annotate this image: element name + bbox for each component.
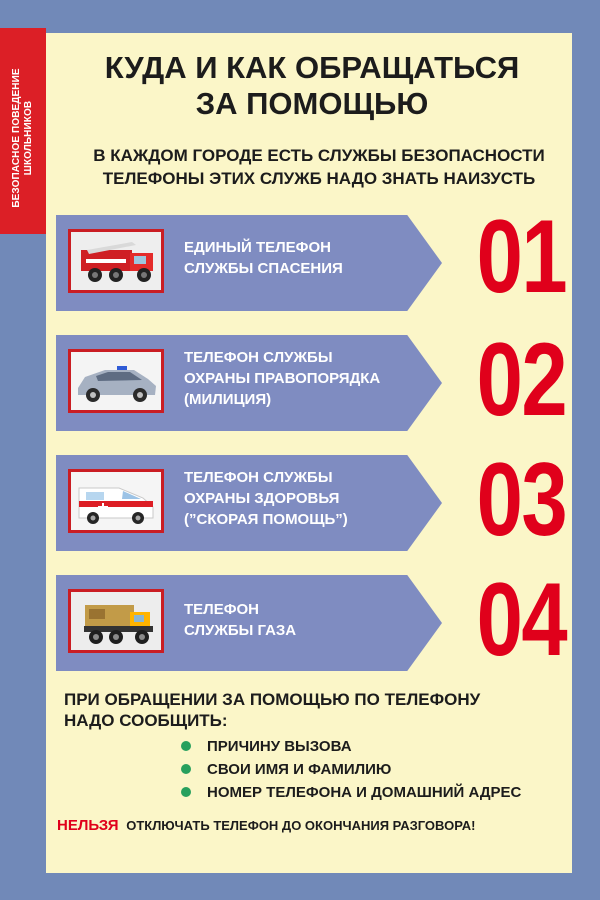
ambulance-icon [71, 472, 161, 530]
service-label-line-1: ТЕЛЕФОН [184, 601, 259, 618]
gas-service-row [56, 575, 442, 671]
service-label-line-2: ОХРАНЫ ЗДОРОВЬЯ [184, 490, 340, 507]
service-number-01: 01 [476, 199, 566, 315]
service-label-line-2: СЛУЖБЫ ГАЗА [184, 622, 297, 639]
side-ribbon [0, 28, 46, 234]
service-label-line-2: СЛУЖБЫ СПАСЕНИЯ [184, 260, 343, 277]
intro-line-2: ТЕЛЕФОНЫ ЭТИХ СЛУЖБ НАДО ЗНАТЬ НАИЗУСТЬ [102, 169, 536, 188]
list-item [181, 762, 571, 785]
intro-text [64, 144, 574, 190]
rescue-service-row [56, 215, 442, 311]
service-label-line-1: ТЕЛЕФОН СЛУЖБЫ [184, 469, 333, 486]
green-bullet-icon [181, 741, 191, 751]
title-line-2: ЗА ПОМОЩЬЮ [195, 86, 429, 121]
fire-truck-photo [68, 229, 164, 293]
service-label-line-1: ТЕЛЕФОН СЛУЖБЫ [184, 349, 333, 366]
warning-word: НЕЛЬЗЯ [57, 817, 119, 834]
service-label-line-1: ЕДИНЫЙ ТЕЛЕФОН [184, 239, 331, 256]
safety-warning [57, 816, 567, 836]
service-label-line-3: (МИЛИЦИЯ) [184, 391, 272, 408]
ambulance-service-row [56, 455, 442, 551]
side-ribbon-text [11, 38, 35, 238]
police-car-icon [71, 352, 161, 410]
service-label-line-2: ОХРАНЫ ПРАВОПОРЯДКА [184, 370, 381, 387]
call-instruction-title [64, 689, 564, 731]
police-service-row [56, 335, 442, 431]
service-number-02: 02 [476, 322, 566, 438]
intro-line-1: В КАЖДОМ ГОРОДЕ ЕСТЬ СЛУЖБЫ БЕЗОПАСНОСТИ [93, 146, 545, 165]
side-ribbon-line-2: ШКОЛЬНИКОВ [23, 100, 34, 176]
service-label [184, 467, 414, 530]
title-line-1: КУДА И КАК ОБРАЩАТЬСЯ [104, 50, 520, 85]
service-label [184, 347, 414, 410]
page-title [67, 50, 557, 122]
warning-text: ОТКЛЮЧАТЬ ТЕЛЕФОН ДО ОКОНЧАНИЯ РАЗГОВОРА! [126, 818, 476, 833]
service-label [184, 237, 414, 279]
call-information-list [181, 739, 571, 808]
green-bullet-icon [181, 764, 191, 774]
green-bullet-icon [181, 787, 191, 797]
list-item [181, 739, 571, 762]
call-instruction-line-1: ПРИ ОБРАЩЕНИИ ЗА ПОМОЩЬЮ ПО ТЕЛЕФОНУ [64, 690, 481, 709]
call-instruction-line-2: НАДО СООБЩИТЬ: [64, 711, 228, 730]
police-car-photo [68, 349, 164, 413]
service-label [184, 599, 414, 641]
service-number-03: 03 [476, 442, 566, 558]
gas-service-truck-icon [71, 592, 161, 650]
list-item [181, 785, 571, 808]
service-number-04: 04 [476, 562, 566, 678]
service-label-line-3: (”СКОРАЯ ПОМОЩЬ”) [184, 511, 348, 528]
list-item-text: СВОИ ИМЯ И ФАМИЛИЮ [207, 761, 392, 778]
list-item-text: ПРИЧИНУ ВЫЗОВА [207, 738, 352, 755]
list-item-text: НОМЕР ТЕЛЕФОНА И ДОМАШНИЙ АДРЕС [207, 784, 522, 801]
ambulance-photo [68, 469, 164, 533]
side-ribbon-line-1: БЕЗОПАСНОЕ ПОВЕДЕНИЕ [11, 68, 22, 208]
fire-truck-icon [71, 232, 161, 290]
gas-service-photo [68, 589, 164, 653]
